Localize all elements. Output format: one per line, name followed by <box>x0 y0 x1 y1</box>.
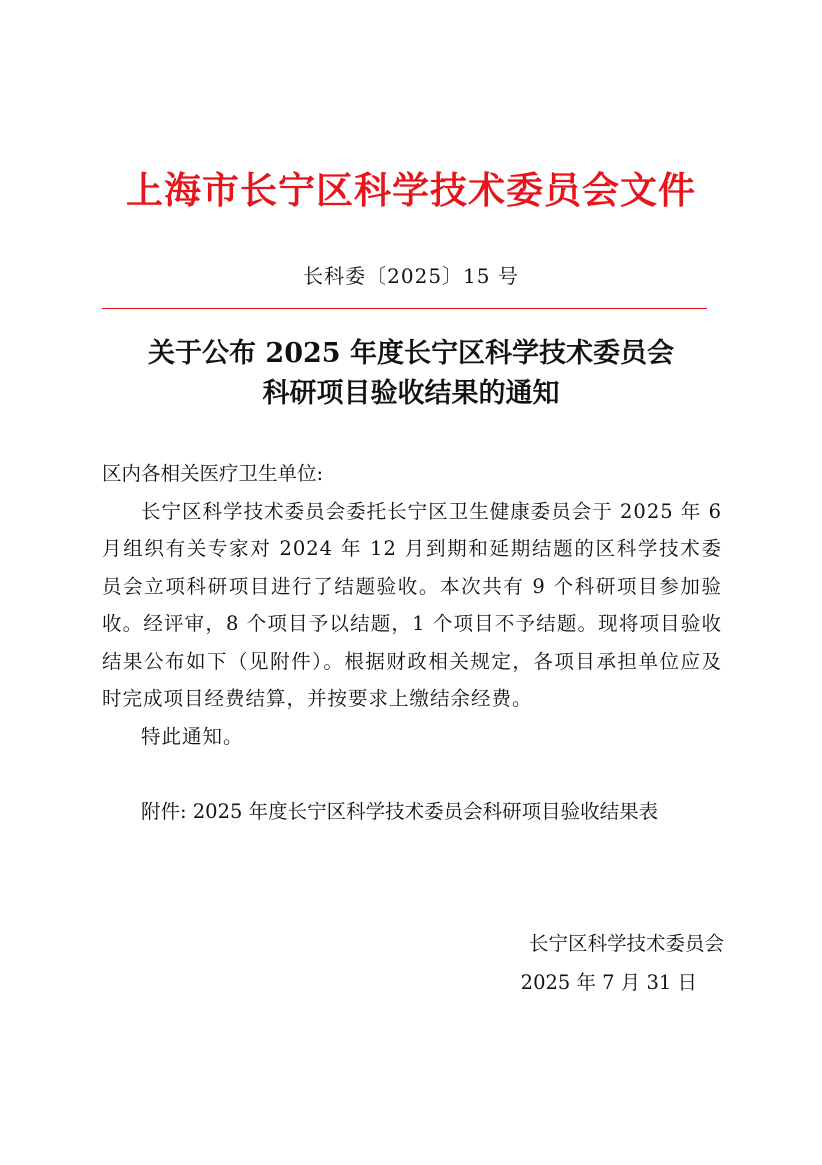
notice-title-line-2: 科研项目验收结果的通知 <box>262 378 560 409</box>
body-paragraph-main: 长宁区科学技术委员会委托长宁区卫生健康委员会于 2025 年 6 月组织有关专家对 2024 年 12 月到期和延期结题的区科学技术委员会立项科研项目进行了结题验收。本次共有 9 个科研项目参加验收。经评审，8 个项目予以结题，1 个项目不予结题。现将项目验收结果公布如下（见附件）。根据财政相关规定，各项目承担单位应及时完成项目经费结算，并按要求上缴结余经费。 <box>102 499 722 710</box>
notice-body <box>102 455 722 830</box>
attachment-line: 附件: 2025 年度长宁区科学技术委员会科研项目验收结果表 <box>141 799 659 823</box>
signature-date: 2025 年 7 月 31 日 <box>520 971 697 994</box>
document-number: 长科委〔2025〕15 号 <box>303 264 519 288</box>
red-divider-line <box>102 308 707 309</box>
signature-organization: 长宁区科学技术委员会 <box>528 932 724 955</box>
addressee: 区内各相关医疗卫生单位: <box>102 462 324 485</box>
notice-title <box>0 334 822 414</box>
issuer-header-title: 上海市长宁区科学技术委员会文件 <box>126 168 696 212</box>
notice-title-line-1: 关于公布 2025 年度长宁区科学技术委员会 <box>148 338 674 369</box>
body-paragraph-closing: 特此通知。 <box>141 724 244 748</box>
signature-block <box>0 924 724 1002</box>
